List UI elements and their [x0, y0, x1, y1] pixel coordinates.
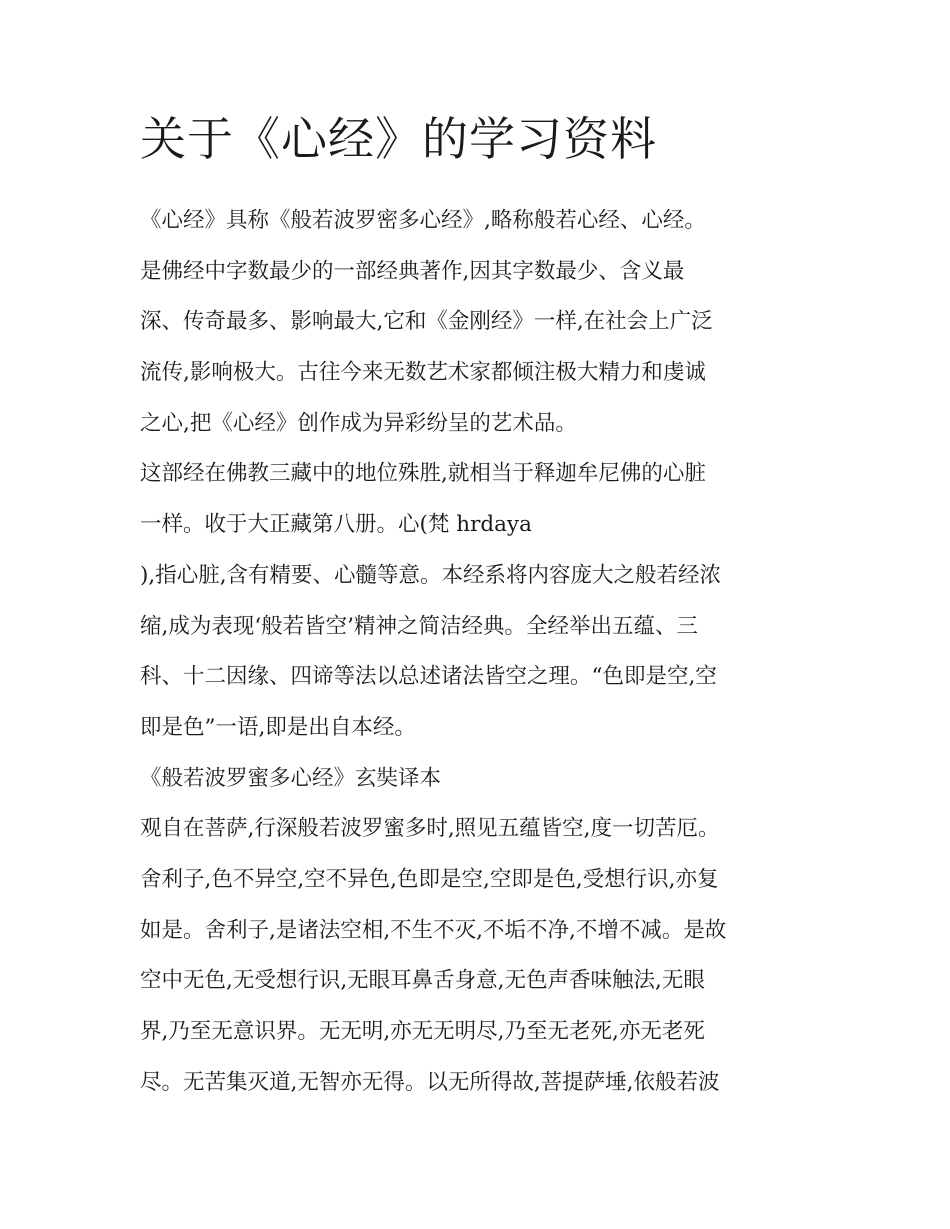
text-line: 观自在菩萨,行深般若波罗蜜多时,照见五蕴皆空,度一切苦厄。	[140, 816, 720, 842]
document-body	[140, 196, 820, 1108]
text-line: 界,乃至无意识界。无无明,亦无无明尽,乃至无老死,亦无老死	[140, 1019, 705, 1044]
text-line: ),指心脏,含有精要、心髓等意。本经系将内容庞大之般若经浓	[140, 562, 722, 588]
text-line: 缩,成为表现‘般若皆空’精神之简洁经典。全经举出五蕴、三	[140, 613, 699, 639]
text-line: 《心经》具称《般若波罗密多心经》,略称般若心经、心经。	[140, 208, 706, 233]
text-line: 尽。无苦集灭道,无智亦无得。以无所得故,菩提萨埵,依般若波	[140, 1069, 720, 1095]
document-title: 关于《心经》的学习资料	[140, 112, 657, 166]
text-line: 科、十二因缘、四谛等法以总述诸法皆空之理。“色即是空,空	[140, 664, 717, 690]
text-line: 一样。收于大正藏第八册。心(梵 hrdaya	[140, 512, 532, 538]
text-line: 舍利子,色不异空,空不异色,色即是空,空即是色,受想行识,亦复	[140, 866, 719, 892]
section-heading: 《般若波罗蜜多心经》玄奘译本	[140, 765, 442, 791]
text-line: 流传,影响极大。古往今来无数艺术家都倾注极大精力和虔诚	[140, 360, 706, 386]
text-line: 深、传奇最多、影响最大,它和《金刚经》一样,在社会上广泛	[140, 309, 713, 335]
text-line: 之心,把《心经》创作成为异彩纷呈的艺术品。	[140, 410, 577, 436]
text-line: 空中无色,无受想行识,无眼耳鼻舌身意,无色声香味触法,无眼	[140, 968, 705, 994]
text-line: 这部经在佛教三藏中的地位殊胜,就相当于释迦牟尼佛的心脏	[140, 461, 706, 487]
text-line: 如是。舍利子,是诸法空相,不生不灭,不垢不净,不增不减。是故	[140, 917, 727, 943]
text-line: 即是色”一语,即是出自本经。	[140, 714, 416, 740]
text-line: 是佛经中字数最少的一部经典著作,因其字数最少、含义最	[140, 258, 685, 284]
